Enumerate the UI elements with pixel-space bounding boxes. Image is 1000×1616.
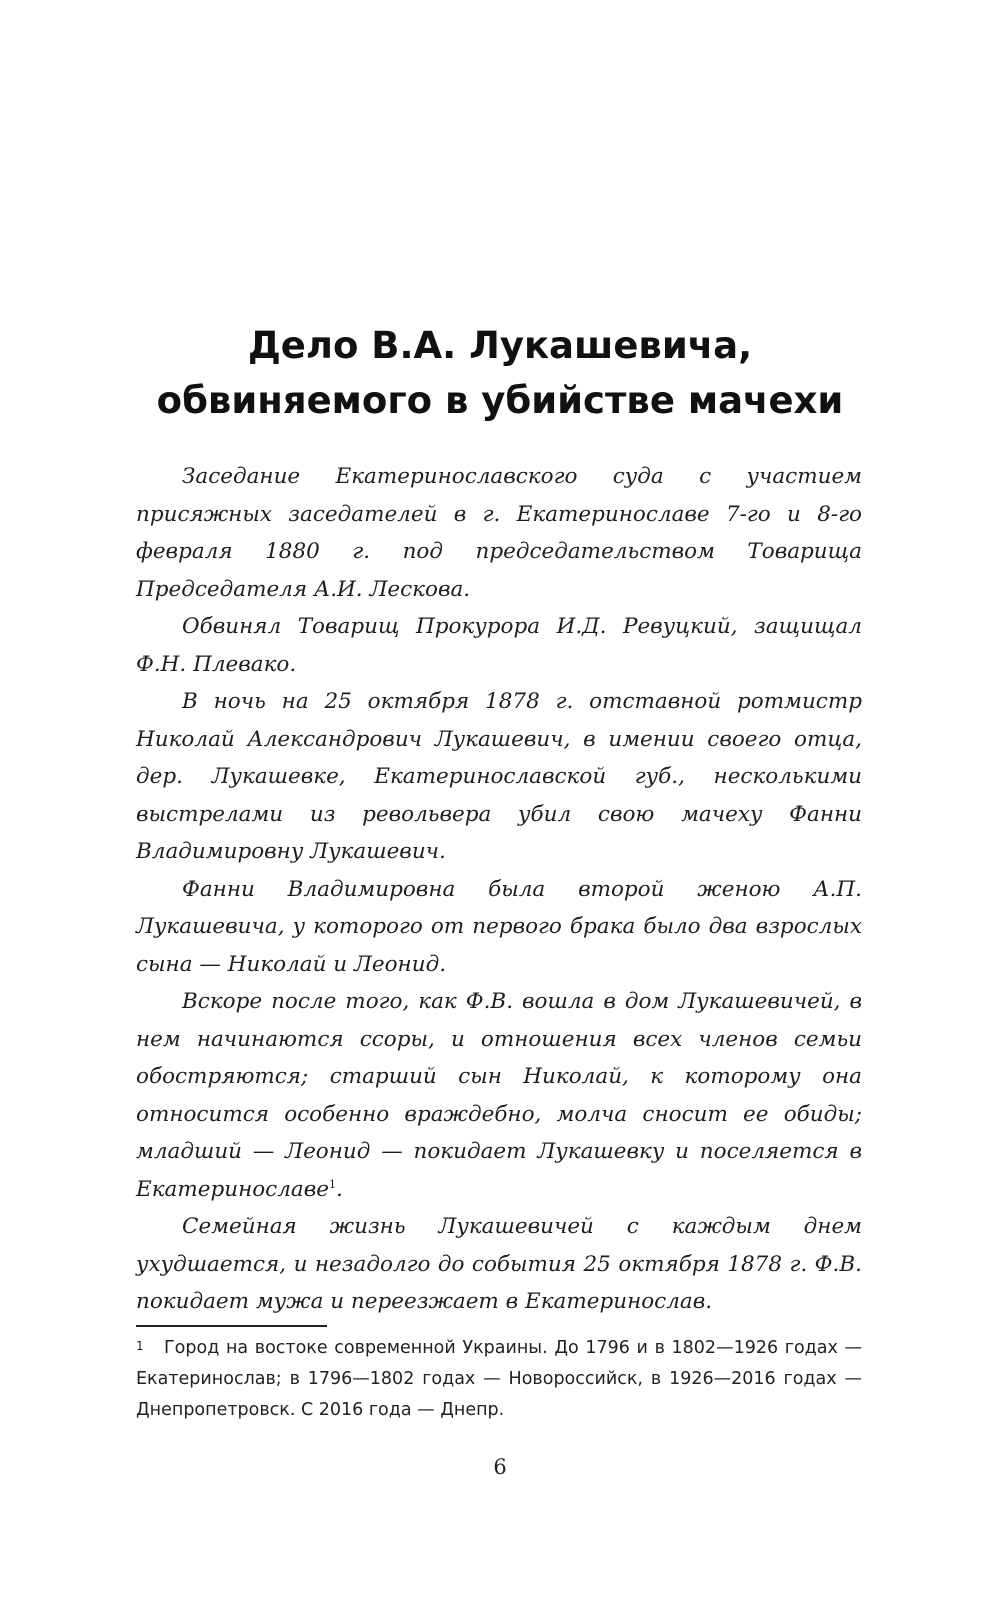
paragraph-prosecution-defense: Обвинял Товарищ Прокурора И.Д. Ревуцкий, защищал Ф.Н. Плевако. <box>136 614 862 677</box>
page-number: 6 <box>493 1455 507 1479</box>
footnote-number: 1 <box>136 1339 144 1353</box>
paragraph-family-background: Фанни Владимировна была второй женою А.П. Лукашевича, у которого от первого брака было два взрослых сына — Николай и Леонид. <box>136 876 862 977</box>
chapter-title-line-1: Дело В.А. Лукашевича, <box>247 324 753 367</box>
paragraph-family-conflict-text: Вскоре после того, как Ф.В. вошла в дом Лукашевичей, в нем начинаются ссоры, и отношения всех членов семьи обостряются; старший сын Николай, к которому она относится особенно враждебно, молча сносит ее обиды; младший — Леонид — покидает Лукашевку и поселяется в Екатеринославе <box>136 989 862 1202</box>
paragraph-court-session: Заседание Екатеринославского суда с участием присяжных заседателей в г. Екатеринославе 7-го и 8-го февраля 1880 г. под председательством Товарища Председателя А.И. Лескова. <box>136 464 862 602</box>
paragraph-crime-description: В ночь на 25 октября 1878 г. отставной ротмистр Николай Александрович Лукашевич, в имении своего отца, дер. Лукашевке, Екатеринославской губ., несколькими выстрелами из револьвера убил свою мачеху Фанни Владимировну Лукашевич. <box>136 689 862 864</box>
chapter-title <box>100 318 900 428</box>
footnote <box>136 1333 862 1426</box>
paragraph-family-conflict <box>136 983 862 1208</box>
paragraph-family-conflict-end: . <box>335 1176 343 1202</box>
footnote-text: Город на востоке современной Украины. До 1796 и в 1802—1926 годах — Екатеринослав; в 1796—1802 годах — Новороссийск, в 1926—2016 годах — Днепропетровск. С 2016 года — Днепр. <box>136 1338 862 1420</box>
footnote-reference[interactable]: 1 <box>328 1177 336 1191</box>
chapter-title-line-2: обвиняемого в убийстве мачехи <box>156 379 844 422</box>
paragraph-separation: Семейная жизнь Лукашевичей с каждым днем ухудшается, и незадолго до события 25 октября 1878 г. Ф.В. покидает мужа и переезжает в Екатеринослав. <box>136 1214 862 1314</box>
footnote-divider <box>136 1325 327 1327</box>
body-text <box>136 458 862 1321</box>
